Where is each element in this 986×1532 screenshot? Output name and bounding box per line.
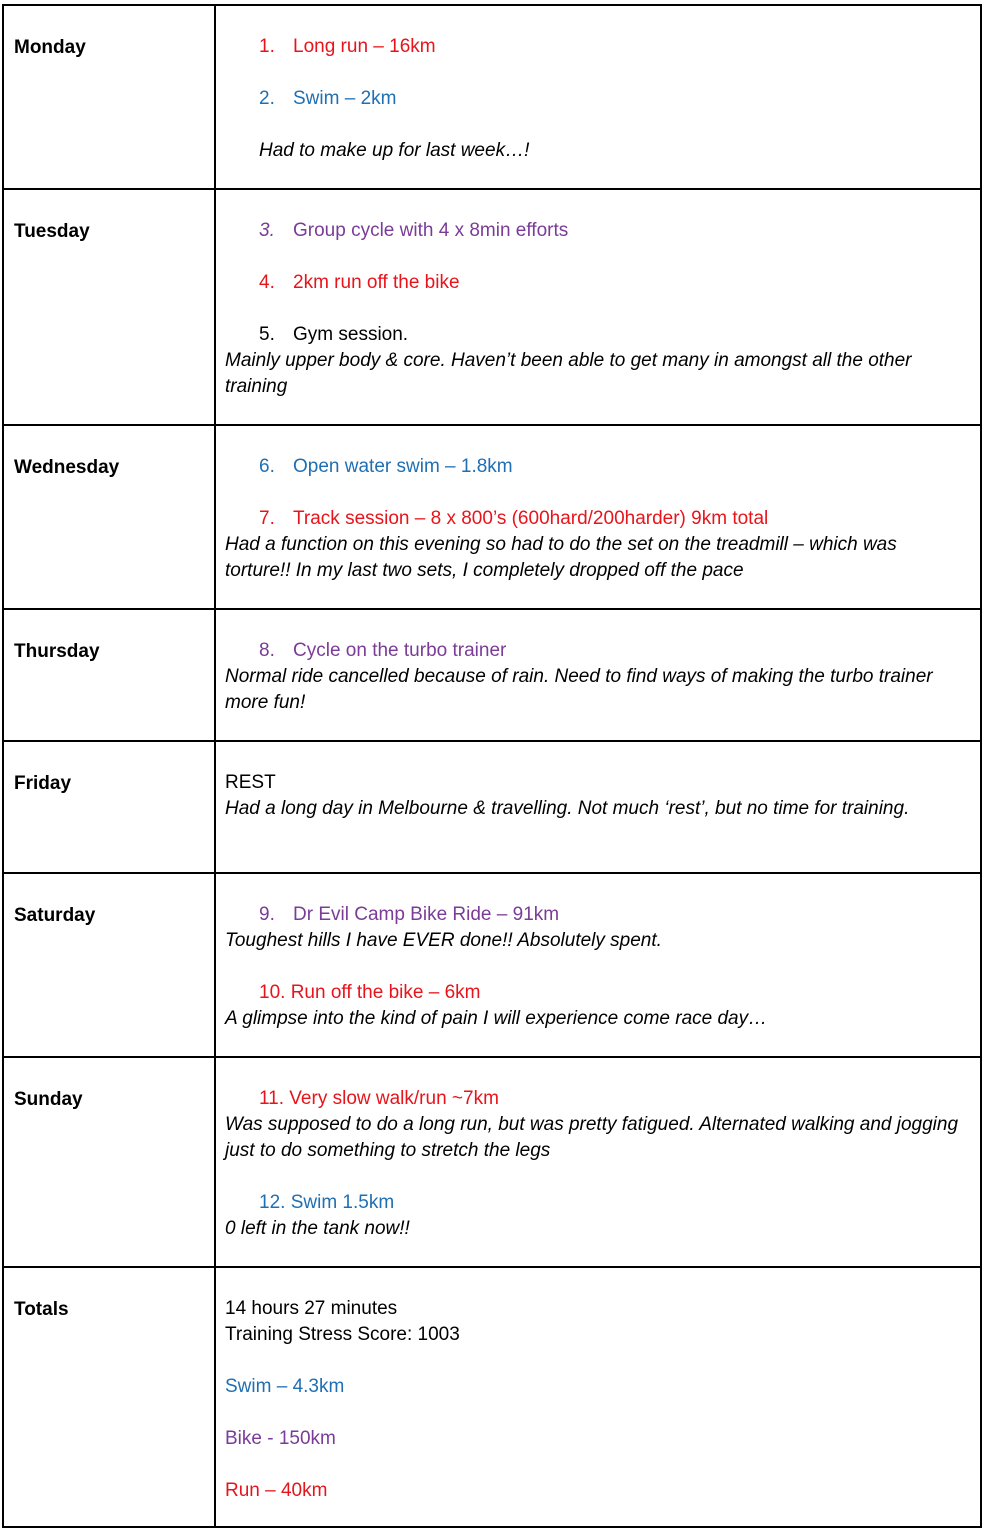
item-number: 11. bbox=[259, 1088, 285, 1109]
total-time: 14 hours 27 minutes bbox=[225, 1298, 398, 1319]
item-text: Group cycle with 4 x 8min efforts bbox=[293, 220, 569, 241]
item-number: 5. bbox=[259, 324, 275, 345]
session-note: Had a long day in Melbourne & travelling. Not much ‘rest’, but no time for training. bbox=[225, 798, 910, 819]
list-item bbox=[225, 902, 960, 928]
sessions-cell bbox=[215, 873, 981, 1057]
training-table bbox=[2, 4, 982, 1528]
sessions-cell bbox=[215, 425, 981, 609]
day-label: Thursday bbox=[14, 641, 100, 662]
item-text: Gym session. bbox=[293, 324, 409, 345]
bike-total: Bike - 150km bbox=[225, 1428, 336, 1449]
session-note: Toughest hills I have EVER done!! Absolutely spent. bbox=[225, 930, 662, 951]
day-cell bbox=[3, 5, 215, 189]
day-label: Saturday bbox=[14, 905, 96, 926]
item-text: Track session – 8 x 800’s (600hard/200harder) 9km total bbox=[293, 508, 769, 529]
rest-label: REST bbox=[225, 772, 276, 793]
table-row bbox=[3, 5, 981, 189]
list-item bbox=[225, 34, 960, 60]
session-note: Was supposed to do a long run, but was pretty fatigued. Alternated walking and jogging just to do something to stretch the legs bbox=[225, 1114, 959, 1161]
list-item bbox=[225, 506, 960, 532]
totals-cell bbox=[215, 1267, 981, 1527]
training-log bbox=[2, 4, 982, 1528]
session-note: Had a function on this evening so had to do the set on the treadmill – which was torture!! In my last two sets, I completely dropped off the pace bbox=[225, 534, 897, 581]
item-number: 3. bbox=[259, 220, 275, 241]
list-item bbox=[225, 218, 960, 244]
table-row bbox=[3, 425, 981, 609]
swim-total: Swim – 4.3km bbox=[225, 1376, 345, 1397]
day-cell bbox=[3, 1267, 215, 1527]
day-label: Sunday bbox=[14, 1089, 83, 1110]
day-cell bbox=[3, 609, 215, 741]
list-item bbox=[225, 1190, 960, 1216]
sessions-cell bbox=[215, 1057, 981, 1267]
item-text: Dr Evil Camp Bike Ride – 91km bbox=[293, 904, 560, 925]
training-stress-score: Training Stress Score: 1003 bbox=[225, 1324, 460, 1345]
item-number: 8. bbox=[259, 640, 275, 661]
list-item bbox=[225, 86, 960, 112]
day-cell bbox=[3, 425, 215, 609]
item-number: 4. bbox=[259, 272, 275, 293]
item-text: Very slow walk/run ~7km bbox=[289, 1088, 499, 1109]
day-label: Monday bbox=[14, 37, 86, 58]
item-text: Cycle on the turbo trainer bbox=[293, 640, 507, 661]
list-item bbox=[225, 1086, 960, 1112]
item-number: 7. bbox=[259, 508, 275, 529]
day-cell bbox=[3, 1057, 215, 1267]
table-row bbox=[3, 1267, 981, 1527]
table-row bbox=[3, 609, 981, 741]
session-note: 0 left in the tank now!! bbox=[225, 1218, 410, 1239]
sessions-cell bbox=[215, 5, 981, 189]
item-text: Swim 1.5km bbox=[290, 1192, 395, 1213]
item-text: 2km run off the bike bbox=[293, 272, 460, 293]
session-note: A glimpse into the kind of pain I will experience come race day… bbox=[225, 1008, 768, 1029]
day-label: Totals bbox=[14, 1299, 69, 1320]
sessions-cell bbox=[215, 189, 981, 425]
table-row bbox=[3, 873, 981, 1057]
table-row bbox=[3, 189, 981, 425]
item-number: 2. bbox=[259, 88, 275, 109]
item-number: 6. bbox=[259, 456, 275, 477]
list-item bbox=[225, 454, 960, 480]
session-note: Had to make up for last week…! bbox=[259, 140, 530, 161]
table-row bbox=[3, 1057, 981, 1267]
run-total: Run – 40km bbox=[225, 1480, 328, 1501]
item-number: 12. bbox=[259, 1192, 286, 1213]
day-label: Wednesday bbox=[14, 457, 120, 478]
list-item bbox=[225, 980, 960, 1006]
day-cell bbox=[3, 189, 215, 425]
list-item bbox=[225, 322, 960, 348]
item-number: 9. bbox=[259, 904, 275, 925]
sessions-cell bbox=[215, 741, 981, 873]
item-text: Long run – 16km bbox=[293, 36, 436, 57]
session-note: Normal ride cancelled because of rain. Need to find ways of making the turbo trainer more fun! bbox=[225, 666, 933, 713]
day-label: Friday bbox=[14, 773, 72, 794]
day-label: Tuesday bbox=[14, 221, 90, 242]
item-text: Open water swim – 1.8km bbox=[293, 456, 513, 477]
item-text: Run off the bike – 6km bbox=[290, 982, 481, 1003]
table-row bbox=[3, 741, 981, 873]
list-item bbox=[225, 638, 960, 664]
list-item bbox=[225, 270, 960, 296]
item-number: 1. bbox=[259, 36, 275, 57]
sessions-cell bbox=[215, 609, 981, 741]
day-cell bbox=[3, 873, 215, 1057]
session-note: Mainly upper body & core. Haven’t been able to get many in amongst all the other training bbox=[225, 350, 912, 397]
day-cell bbox=[3, 741, 215, 873]
item-number: 10. bbox=[259, 982, 286, 1003]
item-text: Swim – 2km bbox=[293, 88, 397, 109]
